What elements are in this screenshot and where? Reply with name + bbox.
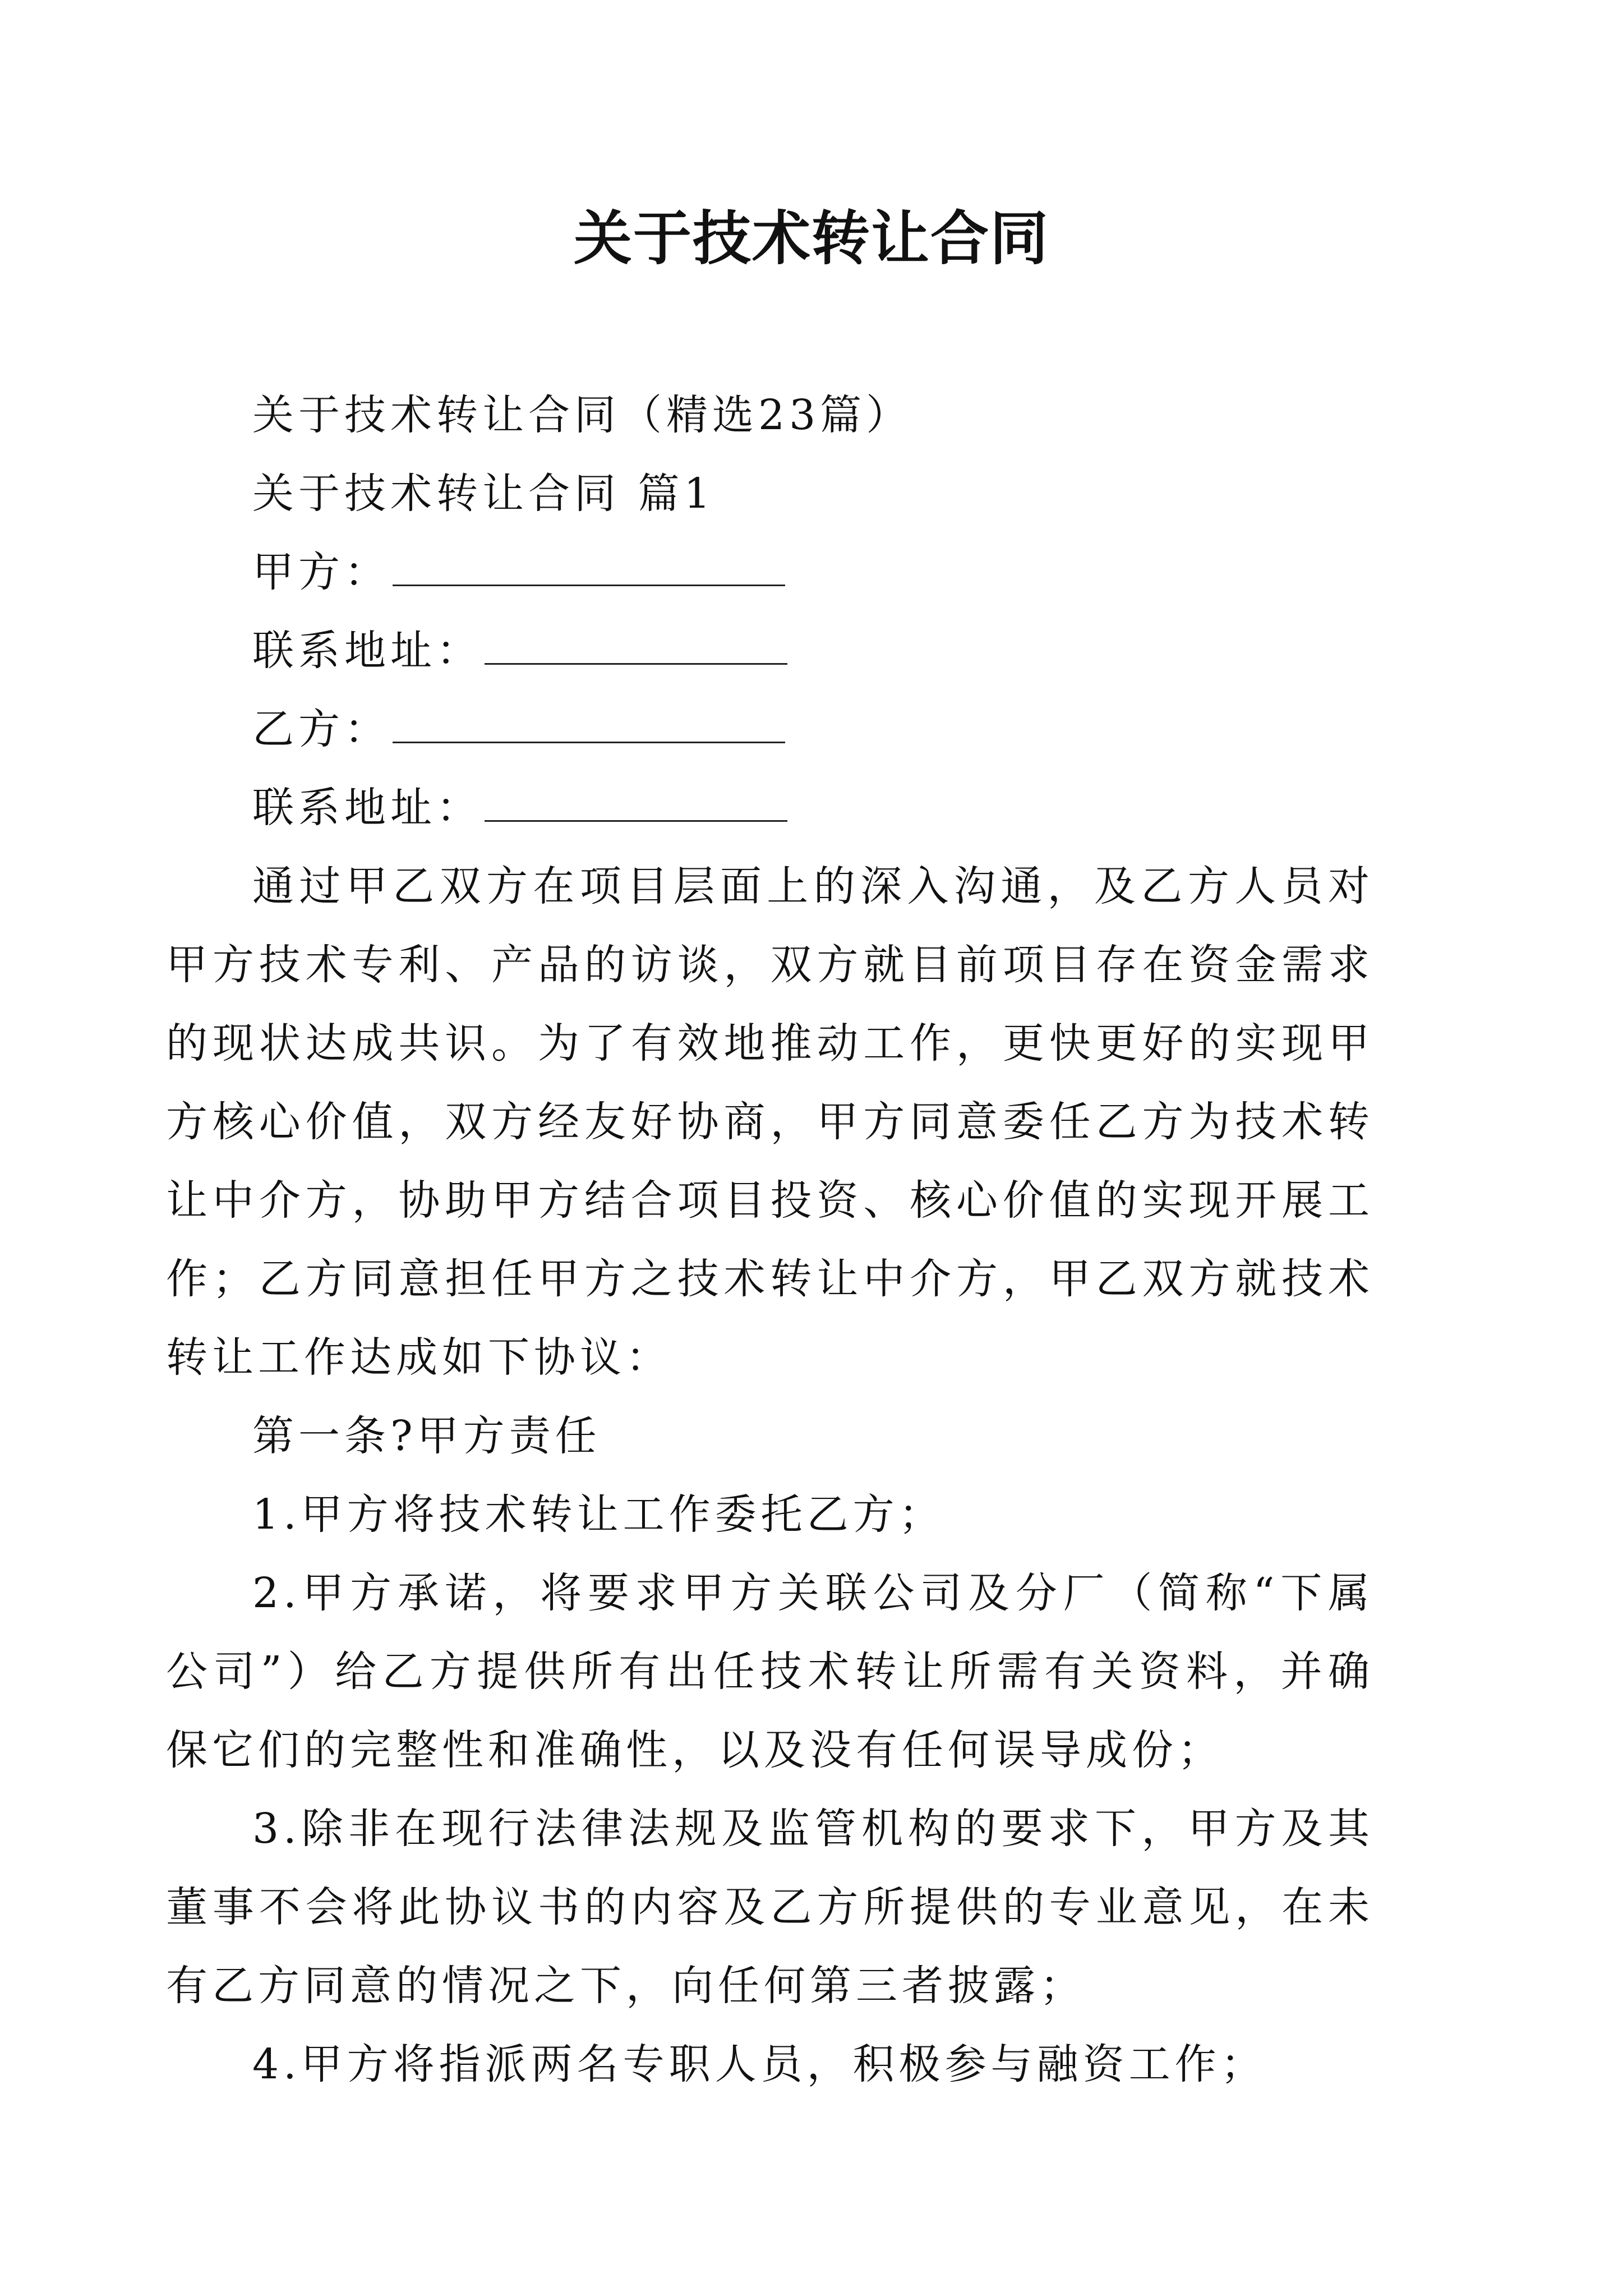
intro-block (166, 847, 1374, 1397)
party-b-address-blank (485, 786, 787, 822)
clause-4: 4.甲方将指派两名专职人员，积极参与融资工作； (252, 2040, 1267, 2088)
party-a-address-row (252, 611, 1374, 690)
clause-2: 2.甲方承诺，将要求甲方关联公司及分厂（简称“下属公司”）给乙方提供所有出任技术转让所需有关资料，并确保它们的完整性和准确性，以及没有任何误导成份； (166, 1569, 1374, 1774)
party-b-blank (393, 708, 785, 743)
party-a-row (252, 533, 1374, 611)
article-one-heading: 第一条?甲方责任 (252, 1412, 601, 1460)
party-b-address-row (252, 769, 1374, 847)
party-b-label: 乙方： (252, 705, 390, 753)
clause-1: 1.甲方将技术转让工作委托乙方； (252, 1490, 945, 1539)
party-a-blank (393, 551, 785, 586)
intro-paragraph: 通过甲乙双方在项目层面上的深入沟通，及乙方人员对甲方技术专利、产品的访谈，双方就目前项目存在资金需求的现状达成共识。为了有效地推动工作，更快更好的实现甲方核心价值，双方经友好协商，甲方同意委任乙方为技术转让中介方，协助甲方结合项目投资、核心价值的实现开展工作；乙方同意担任甲方之技术转让中介方，甲乙双方就技术转让工作达成如下协议： (166, 862, 1374, 1382)
party-a-address-blank (485, 629, 787, 665)
party-b-row (252, 690, 1374, 769)
party-b-address-label: 联系地址： (252, 784, 482, 832)
document-body (252, 376, 1374, 847)
article-block (166, 1397, 1374, 2104)
clause-3: 3.除非在现行法律法规及监管机构的要求下，甲方及其董事不会将此协议书的内容及乙方所提供的专业意见，在未有乙方同意的情况之下，向任何第三者披露； (166, 1805, 1374, 2010)
party-a-label: 甲方： (252, 548, 390, 596)
collection-subtitle: 关于技术转让合同（精选23篇） (252, 391, 912, 439)
document-title: 关于技术转让合同 (573, 204, 1049, 273)
part-subtitle: 关于技术转让合同 篇1 (252, 470, 715, 518)
party-a-address-label: 联系地址： (252, 627, 482, 675)
